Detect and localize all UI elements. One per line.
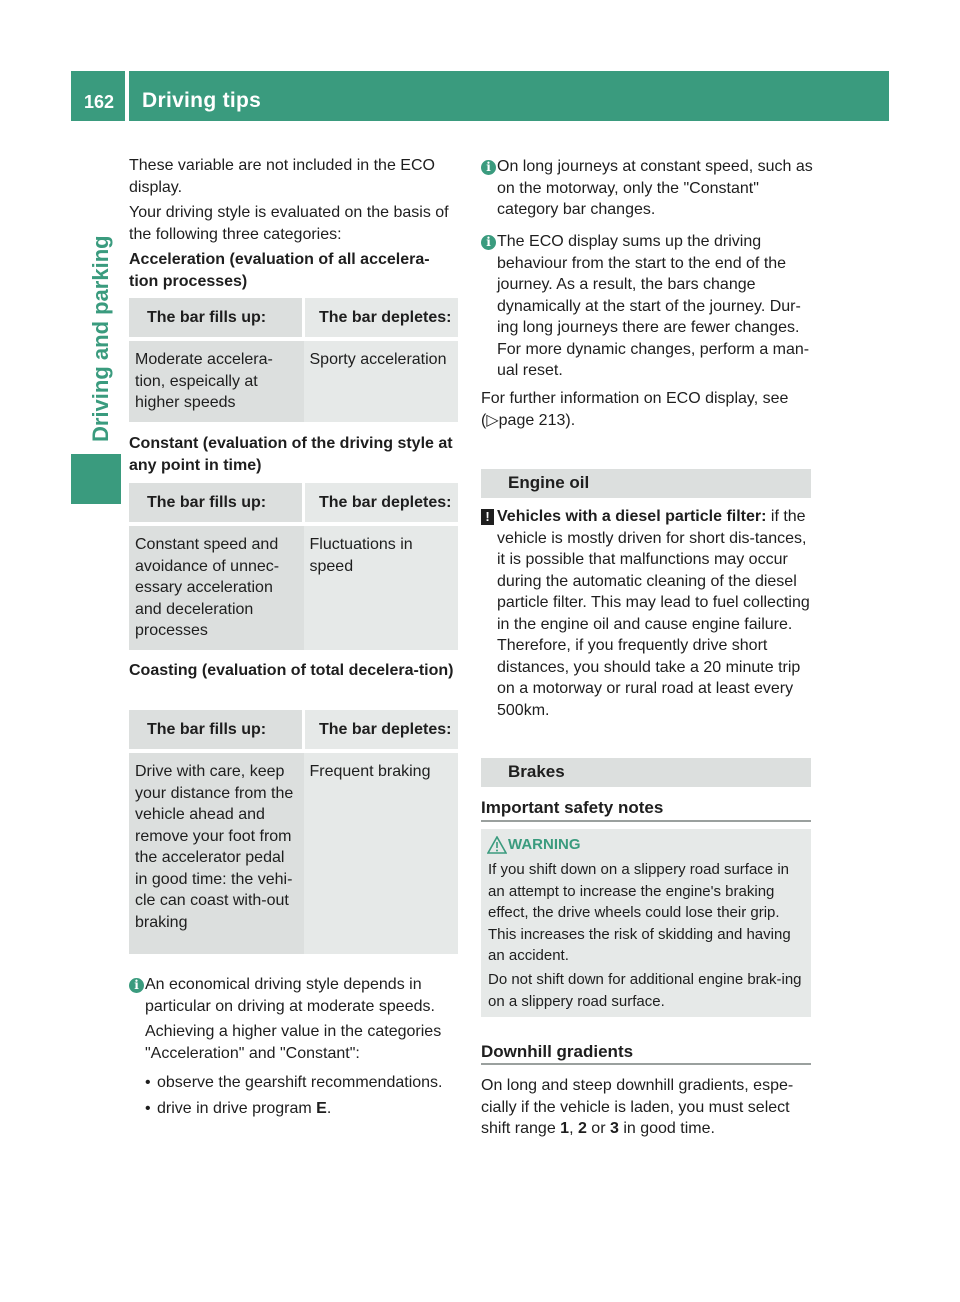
- table-cell: Constant speed and avoidance of unnec-essary acceleration and deceleration processes: [129, 526, 304, 650]
- economy-note-2: Achieving a higher value in the categories "Acceleration" and "Constant":: [145, 1023, 442, 1062]
- info-note-constant: On long journeys at constant speed, such as on the motorway, only the "Constant" category bar changes.: [497, 158, 813, 218]
- chapter-tab: [86, 130, 114, 440]
- info-icon: i: [481, 233, 496, 251]
- engine-oil-heading: Engine oil: [481, 469, 811, 498]
- col-header-fills: The bar fills up:: [129, 710, 304, 749]
- warning-box: [481, 829, 811, 1017]
- further-info: For further information on ECO display, see (▷page 213).: [481, 390, 789, 429]
- table-cell: Frequent braking: [304, 753, 459, 954]
- warning-triangle-icon: [487, 836, 507, 854]
- table-cell: Drive with care, keep your distance from the vehicle ahead and remove your foot from the accelerator pedal in good time: the vehi-cle can coast with-out braking: [129, 753, 304, 954]
- col-header-depletes: The bar depletes:: [304, 710, 459, 749]
- table-cell: Sporty acceleration: [304, 341, 459, 422]
- economy-note: An economical driving style depends in particular on driving at moderate speeds.: [145, 976, 435, 1015]
- safety-notes-heading: Important safety notes: [481, 798, 664, 817]
- list-item: • observe the gearshift recommendations.: [145, 1074, 443, 1091]
- header-separator: [125, 71, 129, 121]
- info-icon: i: [129, 976, 144, 994]
- page-number: 162: [84, 92, 115, 112]
- info-note-eco-display: The ECO display sums up the driving behaviour from the start to the end of the journey. As a result, the bars change dynamically at the start of the journey. Dur-ing long journeys there are fewer changes. For more dynamic changes, perform a man-ual reset.: [497, 233, 810, 379]
- col-header-depletes: The bar depletes:: [304, 298, 459, 337]
- warning-text: If you shift down on a slippery road surface in an attempt to increase the engine's braking effect, the drive wheels could lose their grip. This increases the risk of skidding and having an accident.: [488, 861, 791, 964]
- chapter-marker: [71, 454, 121, 504]
- warning-label: WARNING: [508, 836, 581, 853]
- page-reference-arrow: (▷: [481, 411, 499, 429]
- downhill-text: On long and steep downhill gradients, espe-cially if the vehicle is laden, you must select shift range 1, 2 or 3 in good time.: [481, 1077, 794, 1137]
- constant-heading: Constant (evaluation of the driving style at any point in time): [129, 435, 453, 474]
- intro-paragraph-2: Your driving style is evaluated on the basis of the following three categories:: [129, 204, 449, 243]
- list-item: • drive in drive program E.: [145, 1100, 332, 1117]
- table-cell: Moderate accelera-tion, espeically at higher speeds: [129, 341, 304, 422]
- divider: [481, 820, 811, 822]
- warning-text-2: Do not shift down for additional engine brak-ing on a slippery road surface.: [488, 971, 802, 1010]
- intro-paragraph: These variable are not included in the ECO display.: [129, 157, 435, 196]
- table-cell: Fluctuations in speed: [304, 526, 459, 650]
- col-header-fills: The bar fills up:: [129, 483, 304, 522]
- section-title: Driving tips: [142, 89, 262, 112]
- constant-table: [129, 483, 458, 650]
- acceleration-table: [129, 298, 458, 422]
- divider: [481, 1063, 811, 1065]
- brakes-heading: Brakes: [481, 758, 811, 787]
- coasting-heading: Coasting (evaluation of total decelera-tion): [129, 662, 454, 679]
- col-header-depletes: The bar depletes:: [304, 483, 459, 522]
- coasting-table: [129, 710, 458, 954]
- col-header-fills: The bar fills up:: [129, 298, 304, 337]
- acceleration-heading: Acceleration (evaluation of all accelera-tion processes): [129, 251, 430, 290]
- diesel-filter-note: Vehicles with a diesel particle filter: if the vehicle is mostly driven for short dis-tances, it is possible that malfunctions may occur during the automatic cleaning of the diesel particle filter. This may lead to fuel collecting in the engine oil and cause engine failure. Therefore, if you frequently drive short distances, you should take a 20 minute trip on a motorway or rural road at least every 500km.: [497, 508, 810, 719]
- info-icon: i: [481, 158, 496, 176]
- downhill-heading: Downhill gradients: [481, 1042, 634, 1061]
- exclamation-icon: !: [481, 508, 494, 526]
- chapter-tab-label: Driving and parking: [88, 235, 113, 442]
